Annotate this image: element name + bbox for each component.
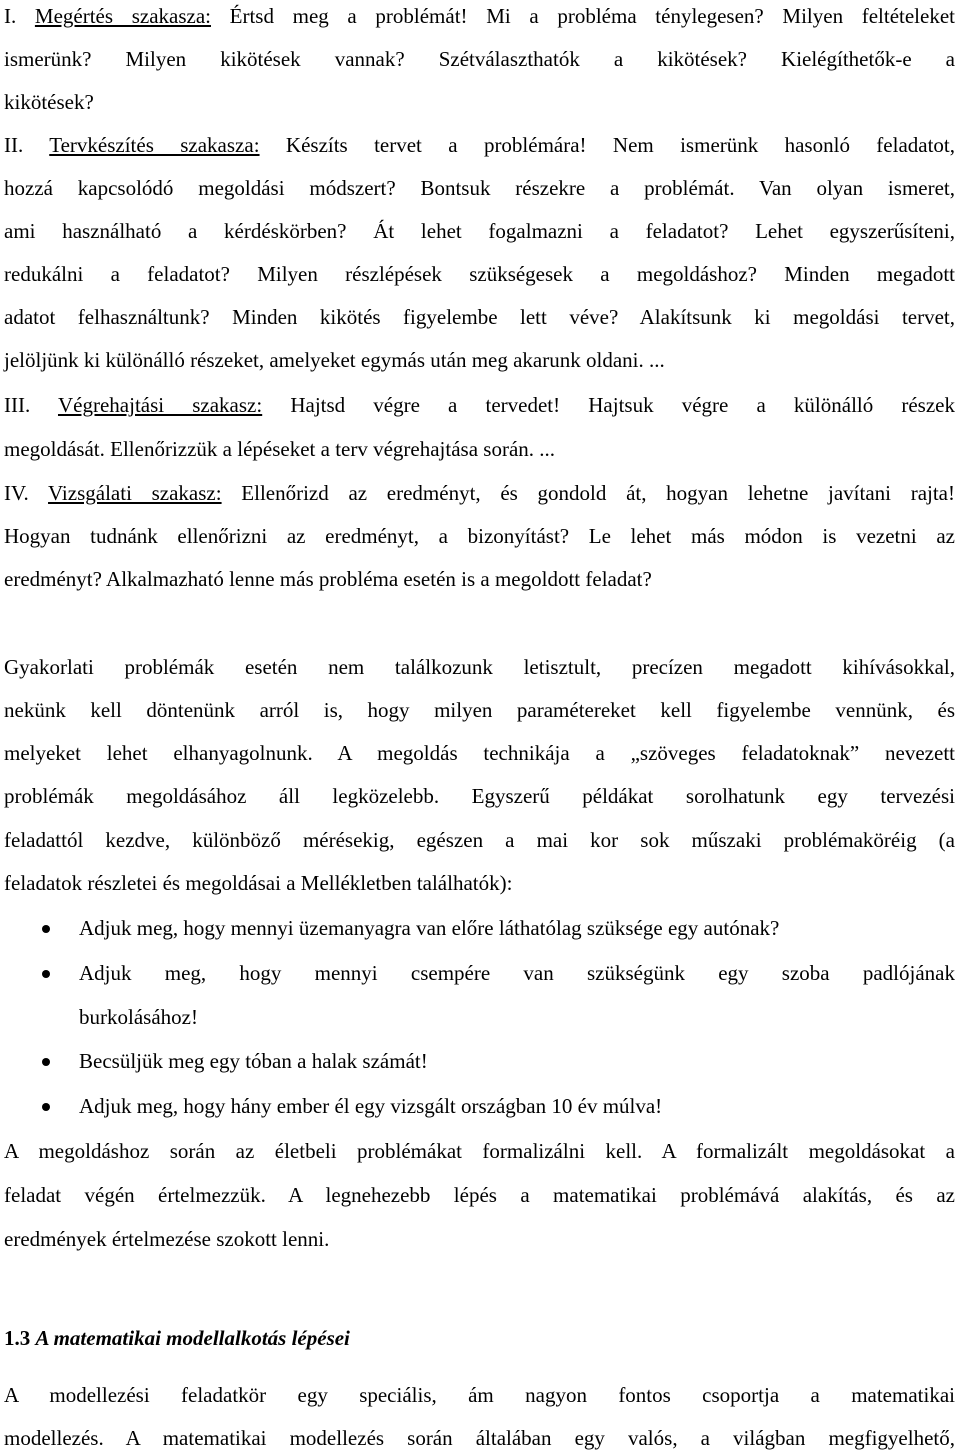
stage-number: IV. [4, 481, 49, 505]
text-line: feladatok részletei és megoldásai a Mellékletben találhatók): [4, 871, 513, 895]
stage-1-line [4, 1, 955, 31]
stage-text: Hajtsd végre a tervedet! Hajtsuk végre a különálló részek [262, 393, 955, 417]
stage-number: II. [4, 133, 50, 157]
stage-number: III. [4, 393, 58, 417]
text-line: A modellezési feladatkör egy speciális, ám nagyon fontos csoportja a matematikai [4, 1383, 955, 1407]
list-item: Adjuk meg, hogy hány ember él egy vizsgált országban 10 év múlva! [79, 1094, 663, 1118]
text-line: problémák megoldásához áll legközelebb. Egyszerű példákat sorolhatunk egy tervezési [4, 784, 955, 808]
text-line: eredményt? Alkalmazható lenne más probléma esetén is a megoldott feladat? [4, 567, 652, 591]
section-title: A matematikai modellalkotás lépései [35, 1326, 350, 1350]
stage-title: Végrehajtási szakasz: [57, 393, 263, 417]
stage-text: Készíts tervet a problémára! Nem ismerünk hasonló feladatot, [259, 133, 956, 157]
text-line: modellezés. A matematikai modellezés során általában egy valós, a világban megfigyelhető, [4, 1426, 955, 1450]
text-line: nekünk kell döntenünk arról is, hogy milyen paramétereket kell figyelembe vennünk, és [4, 698, 955, 722]
list-item: Adjuk meg, hogy mennyi üzemanyagra van előre láthatólag szüksége egy autónak? [79, 916, 780, 940]
stage-text: Értsd meg a problémát! Mi a probléma ténylegesen? Milyen feltételeket [210, 4, 955, 28]
text-line: A megoldáshoz során az életbeli problémákat formalizálni kell. A formalizált megoldásokat a [4, 1139, 955, 1163]
text-line: megoldását. Ellenőrizzük a lépéseket a terv végrehajtása során. ... [4, 437, 556, 461]
stage-4-line [4, 478, 955, 508]
text-line: eredmények értelmezése szokott lenni. [4, 1227, 330, 1251]
stage-title: Tervkészítés szakasza: [49, 133, 260, 157]
text-line: redukálni a feladatot? Milyen részlépések szükségesek a megoldáshoz? Minden megadott [4, 262, 955, 286]
bullet-icon [42, 970, 50, 978]
bullet-icon [42, 1103, 50, 1111]
stage-title: Megértés szakasza: [34, 4, 211, 28]
section-heading [4, 1323, 955, 1353]
stage-text: Ellenőrizd az eredményt, és gondold át, hogyan lehetne javítani rajta! [221, 481, 956, 505]
text-line: ami használható a kérdéskörben? Át lehet fogalmazni a feladatot? Lehet egyszerűsíteni, [4, 219, 955, 243]
list-item: Adjuk meg, hogy mennyi csempére van szükségünk egy szoba padlójának [79, 961, 955, 985]
list-item-continuation: burkolásához! [79, 1005, 198, 1029]
text-line: hozzá kapcsolódó megoldási módszert? Bontsuk részekre a problémát. Van olyan ismeret, [4, 176, 955, 200]
text-line: ismerünk? Milyen kikötések vannak? Szétválaszthatók a kikötések? Kielégíthetők-e a [4, 47, 955, 71]
stage-number: I. [4, 4, 35, 28]
text-line: melyeket lehet elhanyagolnunk. A megoldás technikája a „szöveges feladatoknak” nevezett [4, 741, 955, 765]
section-number: 1.3 [4, 1326, 31, 1350]
stage-2-line [4, 130, 955, 160]
text-line: feladat végén értelmezzük. A legnehezebb lépés a matematikai problémává alakítás, és az [4, 1183, 955, 1207]
stage-3-line [4, 390, 955, 420]
text-line: jelöljünk ki különálló részeket, amelyeket egymás után meg akarunk oldani. ... [4, 348, 665, 372]
stage-title: Vizsgálati szakasz: [48, 481, 222, 505]
list-item: Becsüljük meg egy tóban a halak számát! [79, 1049, 428, 1073]
bullet-icon [42, 1058, 50, 1066]
text-line: adatot felhasználtunk? Minden kikötés figyelembe lett véve? Alakítsunk ki megoldási tervet, [4, 305, 955, 329]
text-line: Gyakorlati problémák esetén nem találkozunk letisztult, precízen megadott kihívásokkal, [4, 655, 955, 679]
bullet-icon [42, 925, 50, 933]
text-line: kikötések? [4, 90, 94, 114]
text-line: feladattól kezdve, különböző mérésekig, egészen a mai kor sok műszaki problémaköréig (a [4, 828, 955, 852]
text-line: Hogyan tudnánk ellenőrizni az eredményt, a bizonyítást? Le lehet más módon is vezetni az [4, 524, 955, 548]
